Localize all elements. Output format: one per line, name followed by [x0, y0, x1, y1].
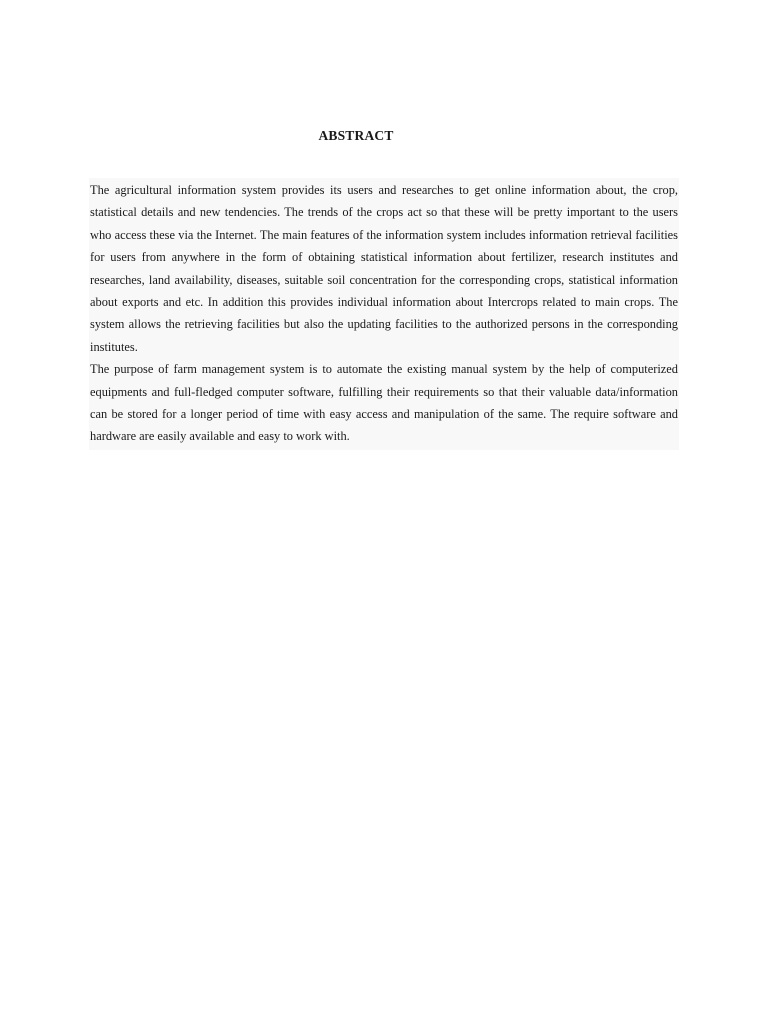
- abstract-heading: ABSTRACT: [318, 128, 394, 143]
- abstract-body: [89, 178, 679, 450]
- abstract-paragraph-1: The agricultural information system provides its users and researches to get online information about, the crop, statistical details and new tendencies. The trends of the crops act so that these will be pretty important to the users who access these via the Internet. The main features of the information system includes information retrieval facilities for users from anywhere in the form of obtaining statistical information about fertilizer, research institutes and researches, land availability, diseases, suitable soil concentration for the corresponding crops, statistical information about exports and etc. In addition this provides individual information about Intercrops related to main crops. The system allows the retrieving facilities but also the updating facilities to the authorized persons in the corresponding institutes.: [90, 183, 678, 354]
- abstract-paragraph-2: The purpose of farm management system is to automate the existing manual system by the help of computerized equipments and full-fledged computer software, fulfilling their requirements so that their valuable data/information can be stored for a longer period of time with easy access and manipulation of the same. The require software and hardware are easily available and easy to work with.: [90, 362, 678, 444]
